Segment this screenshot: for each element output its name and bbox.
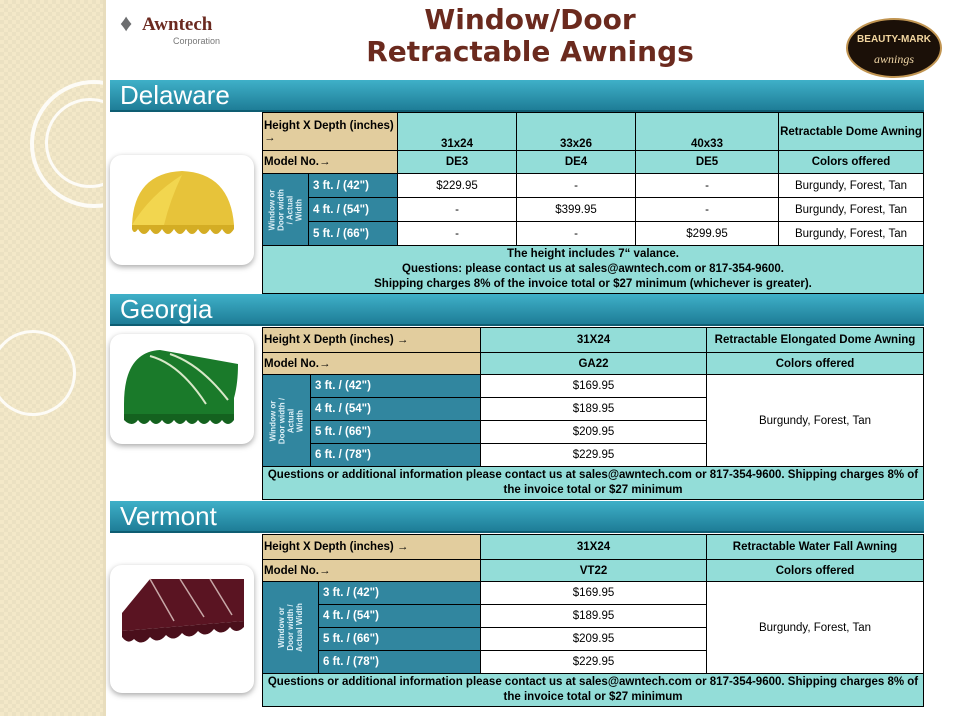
model-cell: DE3 bbox=[398, 151, 517, 174]
section-title-vermont: Vermont bbox=[110, 501, 924, 533]
decorative-ring bbox=[0, 330, 76, 416]
width-label: Window or Door width / Actual Width bbox=[263, 174, 309, 246]
section-title-georgia: Georgia bbox=[110, 294, 924, 326]
width-cell: 6 ft. / (78") bbox=[311, 444, 481, 467]
size-cell: 31x24 bbox=[398, 113, 517, 151]
width-cell: 5 ft. / (66") bbox=[319, 628, 481, 651]
colors-header: Colors offered bbox=[707, 353, 924, 375]
model-cell: GA22 bbox=[481, 353, 707, 375]
vermont-note: Questions or additional information please contact us at sales@awntech.com or 817-354-9600. Shipping charges 8% of the invoice total or $27 minimum bbox=[263, 674, 924, 707]
waterfall-awning-icon bbox=[110, 565, 254, 693]
width-label: Window or Door width / Actual Width bbox=[263, 375, 311, 467]
price-cell: - bbox=[398, 222, 517, 246]
header-height-depth: Height X Depth (inches) → bbox=[263, 113, 398, 151]
price-cell: $209.95 bbox=[481, 628, 707, 651]
width-cell: 4 ft. / (54") bbox=[319, 605, 481, 628]
price-cell: $189.95 bbox=[481, 398, 707, 421]
width-cell: 4 ft. / (54") bbox=[311, 398, 481, 421]
colors-cell: Burgundy, Forest, Tan bbox=[779, 198, 924, 222]
price-cell: $229.95 bbox=[481, 651, 707, 674]
georgia-price-table bbox=[262, 327, 924, 500]
colors-header: Colors offered bbox=[707, 560, 924, 582]
price-cell: $189.95 bbox=[481, 605, 707, 628]
header-height-depth: Height X Depth (inches) → bbox=[263, 535, 481, 560]
width-label: Window or Door width / Actual Width bbox=[263, 582, 319, 674]
colors-header: Colors offered bbox=[779, 151, 924, 174]
decorative-side-strip bbox=[0, 0, 104, 716]
price-cell: $169.95 bbox=[481, 375, 707, 398]
price-cell: $229.95 bbox=[398, 174, 517, 198]
model-cell: DE5 bbox=[636, 151, 779, 174]
awntech-logo-icon: ♦ bbox=[120, 10, 133, 37]
price-cell: - bbox=[517, 222, 636, 246]
size-cell: 33x26 bbox=[517, 113, 636, 151]
width-cell: 3 ft. / (42") bbox=[309, 174, 398, 198]
colors-cell: Burgundy, Forest, Tan bbox=[779, 174, 924, 198]
price-cell: - bbox=[398, 198, 517, 222]
page-title: Window/Door Retractable Awnings bbox=[366, 3, 694, 68]
awntech-logo: ♦ Awntech Corporation bbox=[120, 10, 221, 46]
width-cell: 6 ft. / (78") bbox=[319, 651, 481, 674]
width-cell: 3 ft. / (42") bbox=[311, 375, 481, 398]
price-cell: - bbox=[517, 174, 636, 198]
width-cell: 5 ft. / (66") bbox=[311, 421, 481, 444]
delaware-notes: The height includes 7“ valance. Questions: please contact us at sales@awntech.com or 817-354-9600. Shipping charges 8% of the invoice total or $27 minimum (whichever is greater). bbox=[263, 246, 924, 294]
elongated-dome-awning-icon bbox=[110, 334, 254, 466]
width-cell: 3 ft. / (42") bbox=[319, 582, 481, 605]
colors-cell: Burgundy, Forest, Tan bbox=[707, 375, 924, 467]
awning-type: Retractable Water Fall Awning bbox=[707, 535, 924, 560]
delaware-price-table bbox=[262, 112, 924, 294]
beauty-mark-logo: BEAUTY-MARK awnings bbox=[846, 18, 942, 78]
vermont-awning-photo bbox=[110, 565, 254, 693]
price-cell: $169.95 bbox=[481, 582, 707, 605]
section-title-delaware: Delaware bbox=[110, 80, 924, 112]
model-label: Model No.→ bbox=[263, 151, 398, 174]
awning-type: Retractable Elongated Dome Awning bbox=[707, 328, 924, 353]
model-cell: DE4 bbox=[517, 151, 636, 174]
model-cell: VT22 bbox=[481, 560, 707, 582]
price-cell: $229.95 bbox=[481, 444, 707, 467]
size-cell: 40x33 bbox=[636, 113, 779, 151]
georgia-awning-photo bbox=[110, 334, 254, 444]
colors-cell: Burgundy, Forest, Tan bbox=[707, 582, 924, 674]
colors-cell: Burgundy, Forest, Tan bbox=[779, 222, 924, 246]
georgia-note: Questions or additional information please contact us at sales@awntech.com or 817-354-9600. Shipping charges 8% of the invoice total or $27 minimum bbox=[263, 467, 924, 500]
price-cell: $299.95 bbox=[636, 222, 779, 246]
header-height-depth: Height X Depth (inches) → bbox=[263, 328, 481, 353]
price-cell: - bbox=[636, 174, 779, 198]
width-cell: 5 ft. / (66") bbox=[309, 222, 398, 246]
delaware-awning-photo bbox=[110, 155, 254, 265]
model-label: Model No.→ bbox=[263, 353, 481, 375]
awning-type: Retractable Dome Awning bbox=[779, 113, 924, 151]
model-label: Model No.→ bbox=[263, 560, 481, 582]
width-cell: 4 ft. / (54") bbox=[309, 198, 398, 222]
size-cell: 31X24 bbox=[481, 535, 707, 560]
size-cell: 31X24 bbox=[481, 328, 707, 353]
vermont-price-table bbox=[262, 534, 924, 707]
price-cell: - bbox=[636, 198, 779, 222]
price-cell: $399.95 bbox=[517, 198, 636, 222]
price-cell: $209.95 bbox=[481, 421, 707, 444]
dome-awning-icon bbox=[110, 155, 254, 265]
